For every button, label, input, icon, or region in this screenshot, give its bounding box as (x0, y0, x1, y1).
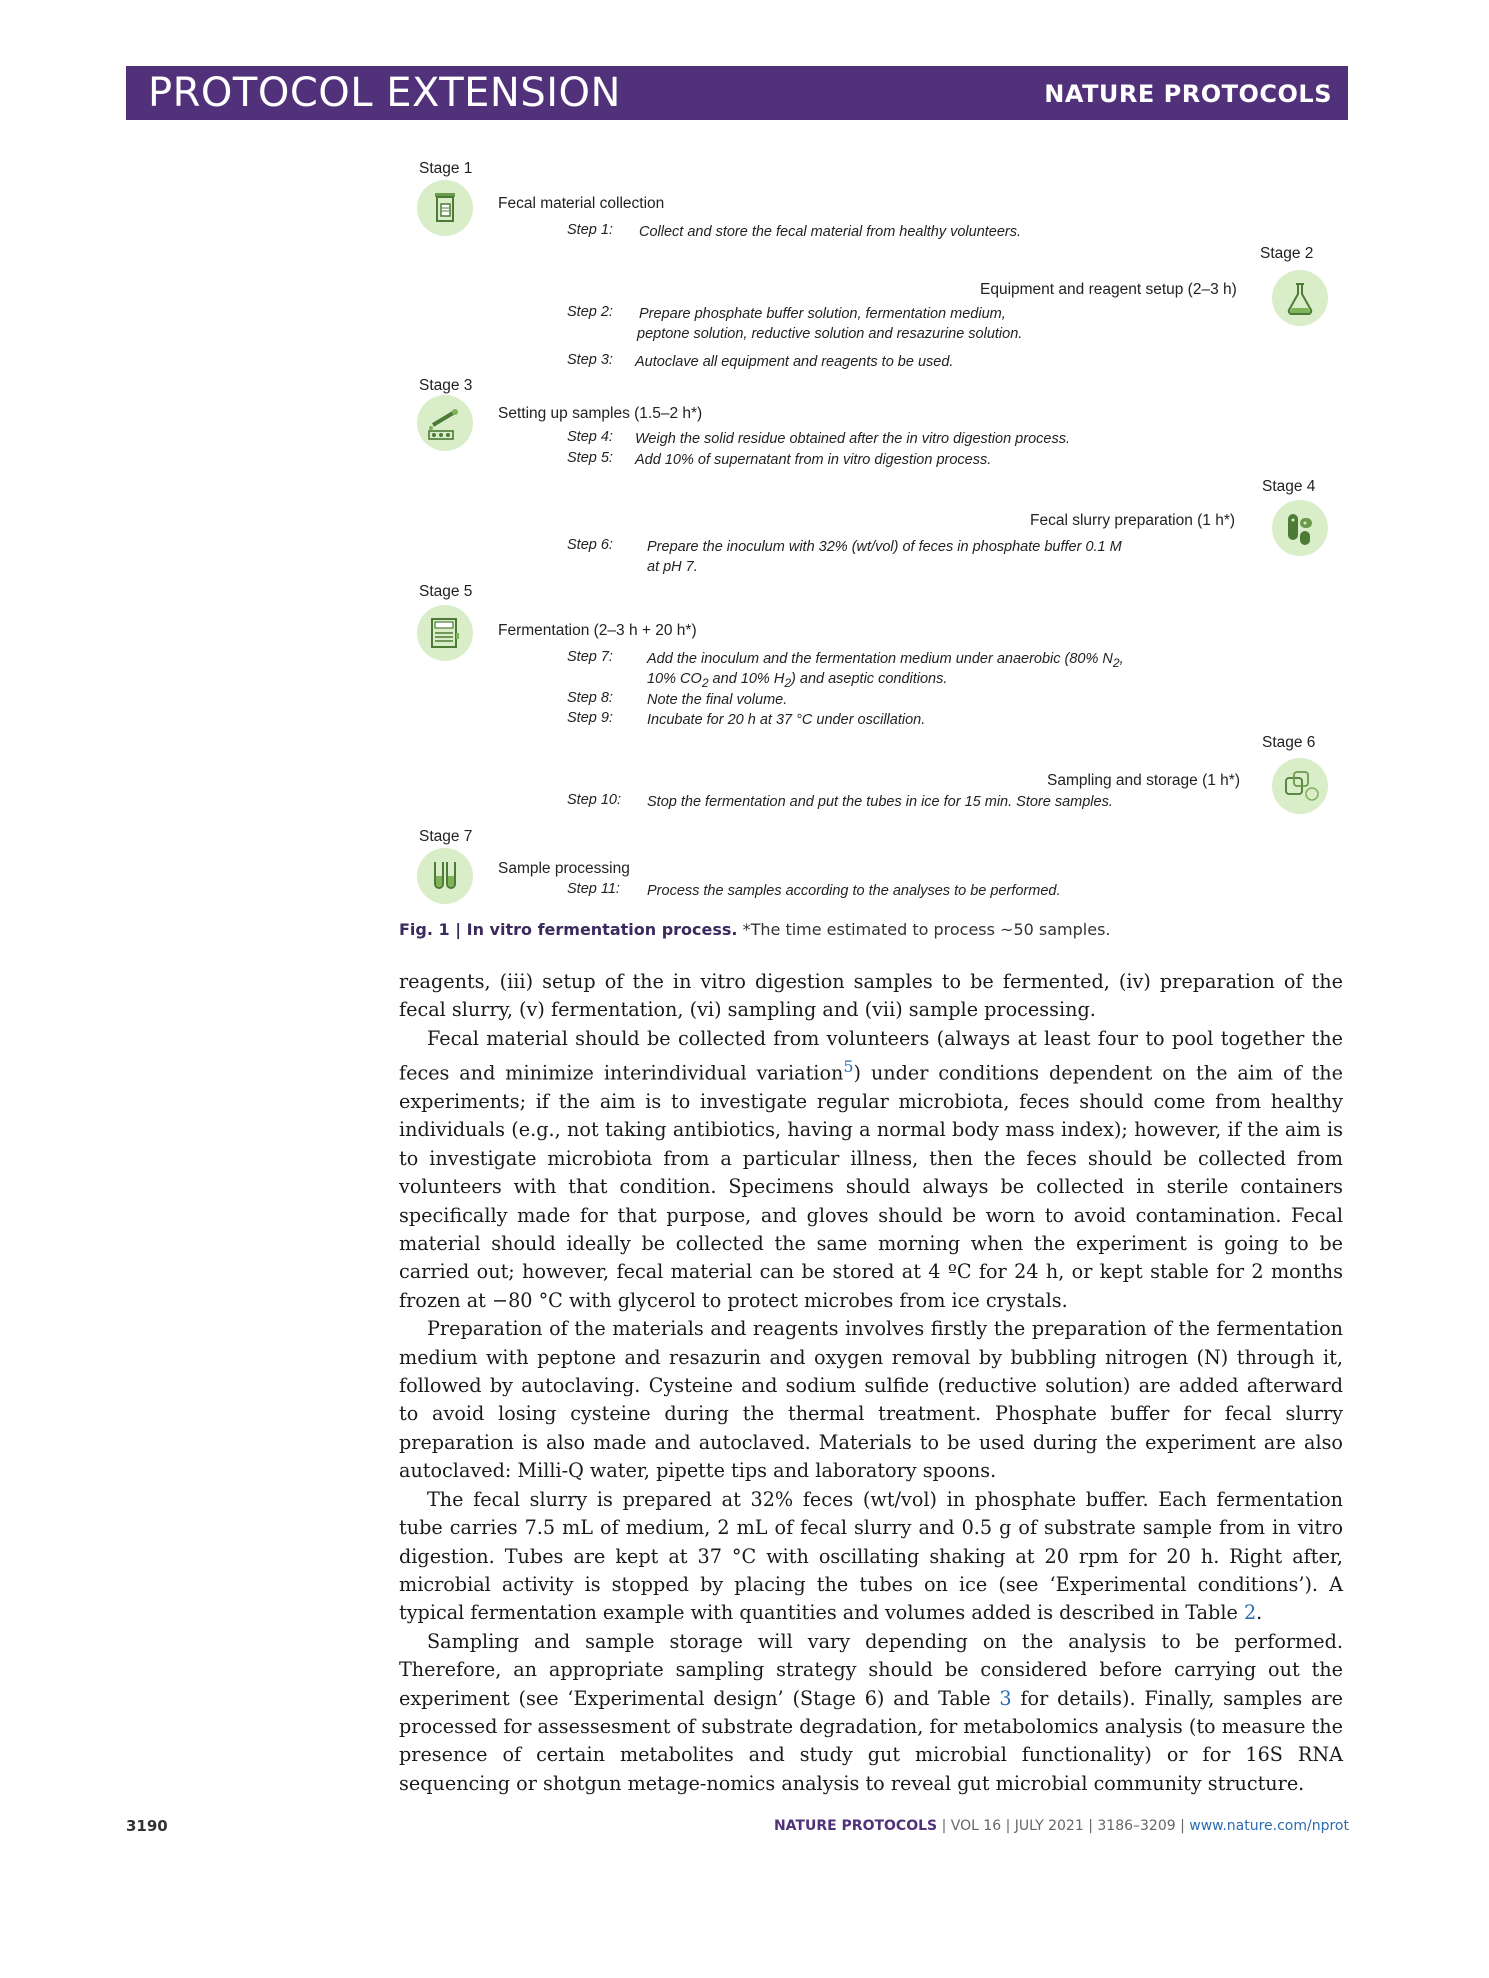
footer-url-link[interactable]: www.nature.com/nprot (1189, 1818, 1349, 1834)
footer-date: JULY 2021 (1014, 1818, 1084, 1834)
pipette-icon (417, 395, 473, 451)
stage-3-label: Stage 3 (419, 377, 473, 394)
paragraph-1: reagents, (iii) setup of the in vitro digestion samples to be fermented, (iv) preparation of the fecal slurry, (v) fermentation, (vi) sampling and (vii) sample processing. (399, 970, 1343, 1022)
figure-caption (399, 920, 1111, 939)
footer-pages: 3186–3209 (1097, 1818, 1176, 1834)
table-2-link[interactable]: 2 (1243, 1601, 1257, 1625)
stage-7-title: Sample processing (498, 860, 630, 877)
stage-2-label: Stage 2 (1260, 245, 1314, 262)
body-text (399, 968, 1343, 1798)
stage-5-label: Stage 5 (419, 583, 473, 600)
paragraph-3: Preparation of the materials and reagents involves firstly the preparation of the fermentation medium with peptone and resazurin and oxygen removal by bubbling nitrogen (N) through it, followed by autoclaving. Cysteine and sodium sulfide (reductive solution) are added afterward to avoid losing cysteine during the thermal treatment. Phosphate buffer for fecal slurry preparation is also made and autoclaved. Materials to be used during the experiment are also autoclaved: Milli-Q water, pipette tips and laboratory spoons. (399, 1317, 1343, 1483)
stage-5-title: Fermentation (2–3 h + 20 h*) (498, 622, 697, 639)
journal-name: NATURE PROTOCOLS (1044, 80, 1332, 108)
stage-3-title: Setting up samples (1.5–2 h*) (498, 405, 703, 422)
stage-4-label: Stage 4 (1262, 478, 1316, 495)
stage-2-title: Equipment and reagent setup (2–3 h) (980, 281, 1237, 298)
paragraph-4: The fecal slurry is prepared at 32% feces (wt/vol) in phosphate buffer. Each fermentation tube carries 7.5 mL of medium, 2 mL of fecal slurry and 0.5 g of substrate sample from in vitro digestion. Tubes are kept at 37 °C with oscillating shaking at 20 rpm for 20 h. Right after, microbial activity is stopped by placing the tubes on ice (see ‘Experimental conditions’). A typical fermentation example with quantities and volumes added is described in Table 2. (399, 1487, 1343, 1625)
tubes-icon (417, 848, 473, 904)
reference-5[interactable]: 5 (843, 1057, 854, 1077)
stage-7-label: Stage 7 (419, 828, 473, 845)
stage-1-label: Stage 1 (419, 160, 473, 177)
container-icon (417, 180, 473, 236)
stage-6-label: Stage 6 (1262, 734, 1316, 751)
page-number: 3190 (126, 1817, 168, 1835)
footer-journal: NATURE PROTOCOLS (773, 1818, 938, 1834)
stage-4-title: Fecal slurry preparation (1 h*) (1030, 512, 1236, 529)
footer-citation: NATURE PROTOCOLS | VOL 16 | JULY 2021 | 3186–3209 | www.nature.com/nprot (773, 1818, 1349, 1834)
section-title: PROTOCOL EXTENSION (148, 70, 621, 116)
caption-text: *The time estimated to process ~50 samples. (737, 920, 1111, 939)
stage-1-title: Fecal material collection (498, 195, 665, 212)
paragraph-5: Sampling and sample storage will vary depending on the analysis to be performed. Therefore, an appropriate sampling strategy should be considered before carrying out the experiment (see ‘Experimental design’ (Stage 6) and Table 3 for details). Finally, samples are processed for assessesment of substrate degradation, for metabolomics analysis (to measure the presence of certain metabolites and study gut microbial functionality) or for 16S RNA sequencing or shotgun metage-nomics analysis to reveal gut microbial community structure. (399, 1629, 1343, 1795)
flask-icon (1272, 270, 1328, 326)
paragraph-2: Fecal material should be collected from volunteers (always at least four to pool together the feces and minimize interindividual variation$^5$) under conditions dependent on the aim of the experiments; if the aim is to investigate regular microbiota, feces should come from healthy individuals (e.g., not taking antibiotics, having a normal body mass index); however, if the aim is to investigate microbiota from a particular illness, then the feces should be collected from volunteers with that condition. Specimens should always be collected in sterile containers specifically made for that purpose, and gloves should be worn to avoid contamination. Fecal material should ideally be collected the same morning when the experiment is going to be carried out; however, fecal material can be stored at 4 ºC for 24 h, or kept stable for 2 months frozen at −80 °C with glycerol to protect microbes from ice crystals. (399, 1026, 1343, 1312)
table-3-link[interactable]: 3 (999, 1686, 1012, 1710)
stage-6-title: Sampling and storage (1 h*) (1047, 772, 1241, 789)
bacteria-icon (1272, 500, 1328, 556)
ice-icon (1272, 758, 1328, 814)
incubator-icon (417, 605, 473, 661)
caption-label: Fig. 1 | In vitro fermentation process. (399, 920, 738, 939)
header-banner (126, 66, 1348, 120)
footer-volume: VOL 16 (950, 1818, 1002, 1834)
